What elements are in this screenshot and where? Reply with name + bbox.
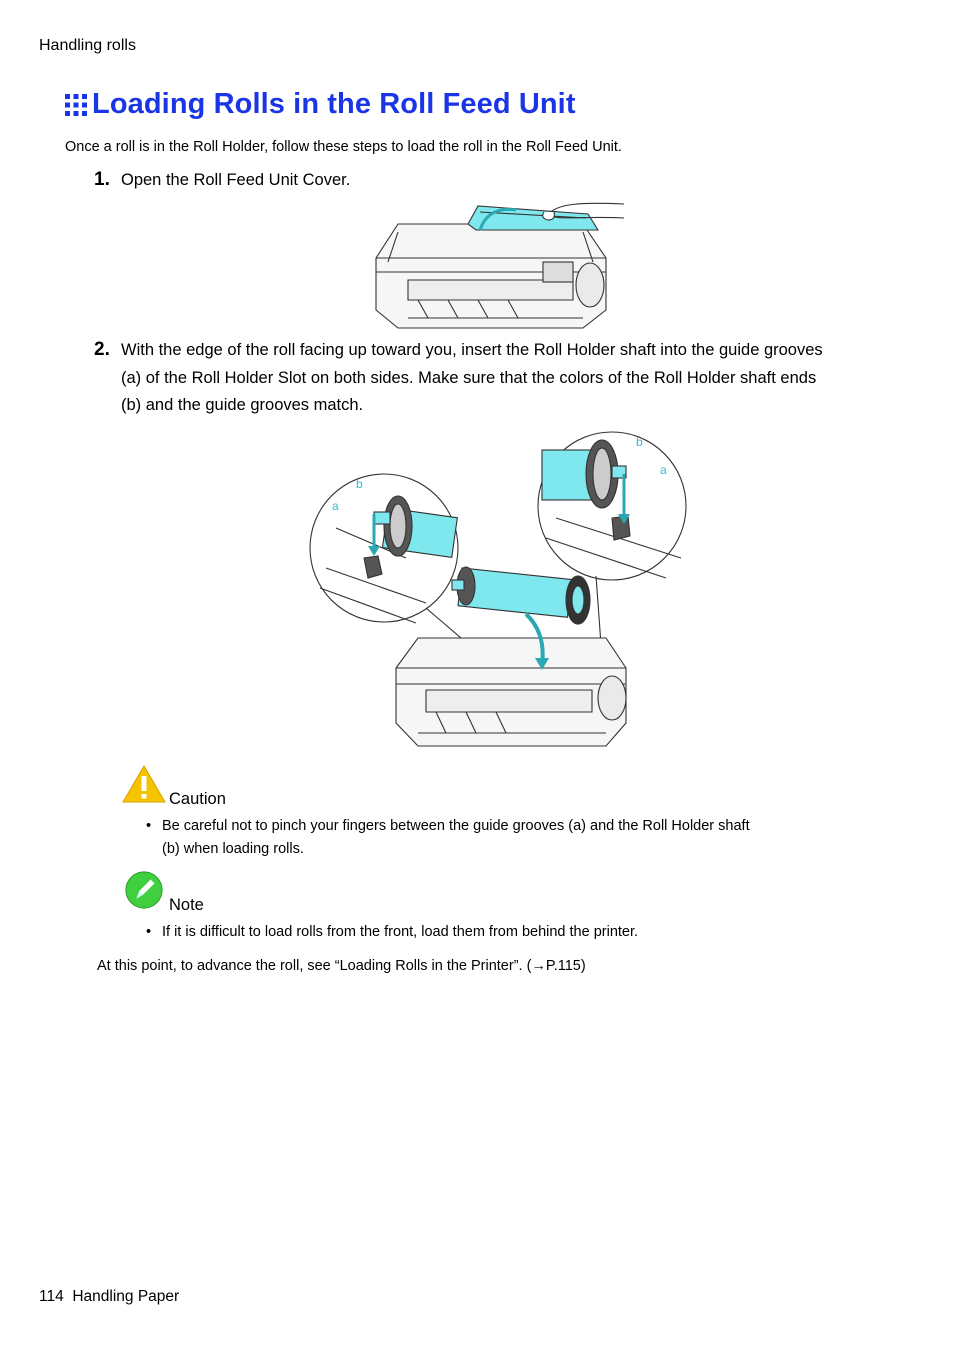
section-heading: [64, 88, 576, 121]
label-a-left: a: [332, 499, 339, 513]
label-b-left: b: [356, 477, 363, 491]
section-grid-icon: [64, 93, 88, 117]
label-b-right: b: [636, 435, 643, 449]
page-number: 114: [39, 1288, 64, 1305]
note-bullet: • If it is difficult to load rolls from the front, load them from behind the printer.: [162, 921, 638, 944]
intro-text: Once a roll is in the Roll Holder, follow these steps to load the roll in the Roll Feed Unit.: [65, 139, 622, 155]
step-2-line-1: With the edge of the roll facing up toward you, insert the Roll Holder shaft into the guide grooves: [121, 341, 823, 359]
figure-insert-roll-holder: [306, 428, 690, 756]
footer-section: Handling Paper: [72, 1288, 180, 1305]
caution-bullet-line-2: (b) when loading rolls.: [162, 841, 304, 857]
page-footer: [39, 1288, 179, 1306]
note-pencil-icon: [122, 870, 166, 910]
note-label: Note: [169, 896, 204, 914]
page-title: Loading Rolls in the Roll Feed Unit: [92, 88, 576, 120]
figure-open-cover: [368, 200, 628, 334]
step-2-line-2: (a) of the Roll Holder Slot on both sides. Make sure that the colors of the Roll Holder shaft ends: [121, 369, 817, 387]
closing-text: At this point, to advance the roll, see “Loading Rolls in the Printer”. (→P.115): [97, 958, 586, 974]
label-a-right: a: [660, 463, 667, 477]
step-1-number: 1.: [94, 169, 110, 190]
caution-triangle-icon: [122, 764, 166, 804]
caution-bullet: • Be careful not to pinch your fingers between the guide grooves (a) and the Roll Holder shaft (b) when loading rolls.: [162, 815, 750, 861]
note-bullet-text: If it is difficult to load rolls from the front, load them from behind the printer.: [162, 924, 639, 940]
step-2-line-3: (b) and the guide grooves match.: [121, 396, 364, 414]
caution-label: Caution: [169, 790, 226, 808]
caution-bullet-line-1: Be careful not to pinch your fingers between the guide grooves (a) and the Roll Holder shaft: [162, 818, 750, 834]
running-header: Handling rolls: [39, 37, 136, 54]
step-2-number: 2.: [94, 339, 110, 360]
step-1-text: Open the Roll Feed Unit Cover.: [121, 171, 351, 189]
